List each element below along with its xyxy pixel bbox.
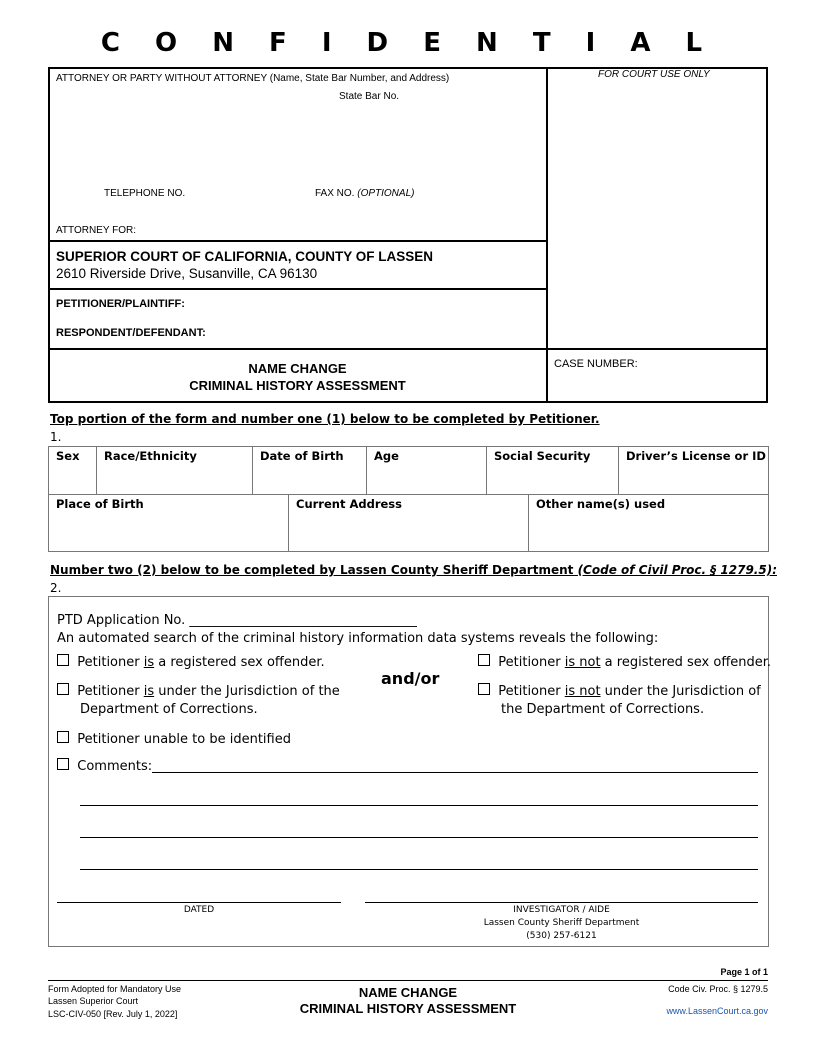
option-corrections-line2: Department of Corrections. — [80, 702, 258, 717]
divider — [252, 446, 253, 494]
section1-number: 1. — [50, 430, 62, 444]
divider — [96, 446, 97, 494]
page-title: C O N F I D E N T I A L — [100, 28, 716, 58]
comment-line[interactable] — [80, 837, 758, 838]
comment-line[interactable] — [80, 805, 758, 806]
and-or-label: and/or — [381, 669, 440, 688]
divider — [486, 446, 487, 494]
attorney-for-label: ATTORNEY FOR: — [56, 225, 137, 236]
comment-line[interactable] — [80, 869, 758, 870]
option-not-corrections[interactable]: Petitioner is not under the Jurisdiction of — [478, 683, 761, 699]
dob-field[interactable]: Date of Birth — [260, 449, 344, 463]
birthplace-field[interactable]: Place of Birth — [56, 497, 144, 511]
phone-label: (530) 257-6121 — [526, 931, 597, 941]
form-title-2: CRIMINAL HISTORY ASSESSMENT — [189, 378, 406, 393]
case-number-label: CASE NUMBER: — [554, 358, 638, 370]
department-label: Lassen County Sheriff Department — [483, 918, 640, 928]
option-comments[interactable]: Comments: — [57, 758, 152, 774]
divider — [48, 348, 768, 350]
ssn-field[interactable]: Social Security — [494, 449, 591, 463]
attorney-label: ATTORNEY OR PARTY WITHOUT ATTORNEY (Name, State Bar Number, and Address) — [56, 73, 450, 84]
section2-instruction: Number two (2) below to be completed by Lassen County Sheriff Department (Code of Civil Proc. § 1279.5): — [50, 563, 777, 577]
divider — [48, 288, 547, 290]
footer-code: Code Civ. Proc. § 1279.5 — [668, 984, 768, 994]
website-link[interactable]: www.LassenCourt.ca.gov — [666, 1006, 768, 1016]
race-field[interactable]: Race/Ethnicity — [104, 449, 197, 463]
other-names-field[interactable]: Other name(s) used — [536, 497, 666, 511]
fax-label: FAX NO. (OPTIONAL) — [315, 188, 415, 199]
checkbox-icon[interactable] — [57, 731, 69, 743]
option-not-corrections-line2: the Department of Corrections. — [501, 702, 705, 717]
dated-label: DATED — [183, 905, 215, 915]
divider — [48, 240, 547, 242]
checkbox-icon[interactable] — [57, 654, 69, 666]
checkbox-icon[interactable] — [478, 654, 490, 666]
divider — [288, 494, 289, 552]
investigator-signature-line[interactable] — [365, 902, 758, 903]
checkbox-icon[interactable] — [478, 683, 490, 695]
footer-title-2: CRIMINAL HISTORY ASSESSMENT — [299, 1001, 517, 1016]
form-title-1: NAME CHANGE — [248, 361, 347, 376]
footer-form-id: LSC-CIV-050 [Rev. July 1, 2022] — [48, 1009, 178, 1019]
court-name: SUPERIOR COURT OF CALIFORNIA, COUNTY OF LASSEN — [56, 249, 434, 264]
investigator-label: INVESTIGATOR / AIDE — [513, 905, 610, 915]
option-unidentified[interactable]: Petitioner unable to be identified — [57, 731, 291, 747]
option-sex-offender[interactable]: Petitioner is a registered sex offender. — [57, 654, 325, 670]
footer-title-1: NAME CHANGE — [358, 985, 458, 1000]
search-statement: An automated search of the criminal history information data systems reveals the following: — [57, 631, 659, 646]
caption-divider — [546, 67, 548, 403]
footer-adopted: Form Adopted for Mandatory Use — [48, 984, 182, 994]
court-use-label: FOR COURT USE ONLY — [598, 69, 710, 80]
option-not-sex-offender[interactable]: Petitioner is not a registered sex offender. — [478, 654, 771, 670]
ptd-application-field[interactable]: PTD Application No. ___________________________________ — [57, 613, 417, 628]
section1-instruction: Top portion of the form and number one (1) below to be completed by Petitioner. — [50, 412, 600, 426]
divider — [366, 446, 367, 494]
caption-box — [48, 67, 768, 403]
court-address: 2610 Riverside Drive, Susanville, CA 96130 — [56, 266, 318, 281]
address-field[interactable]: Current Address — [296, 497, 402, 511]
respondent-label: RESPONDENT/DEFENDANT: — [56, 327, 206, 339]
sex-field[interactable]: Sex — [56, 449, 80, 463]
page-number: Page 1 of 1 — [720, 967, 768, 977]
age-field[interactable]: Age — [374, 449, 399, 463]
option-corrections[interactable]: Petitioner is under the Jurisdiction of the — [57, 683, 340, 699]
divider — [618, 446, 619, 494]
state-bar-label: State Bar No. — [339, 91, 400, 102]
comment-line[interactable] — [152, 772, 758, 773]
license-field[interactable]: Driver’s License or ID — [626, 449, 766, 463]
footer-website[interactable] — [568, 1006, 768, 1016]
divider — [528, 494, 529, 552]
petitioner-label: PETITIONER/PLAINTIFF: — [56, 298, 185, 310]
checkbox-icon[interactable] — [57, 758, 69, 770]
telephone-label: TELEPHONE NO. — [104, 188, 186, 199]
dated-line[interactable] — [57, 902, 341, 903]
checkbox-icon[interactable] — [57, 683, 69, 695]
footer-court: Lassen Superior Court — [48, 996, 139, 1006]
footer-divider — [48, 980, 768, 981]
section2-number: 2. — [50, 581, 62, 595]
divider — [48, 494, 769, 495]
